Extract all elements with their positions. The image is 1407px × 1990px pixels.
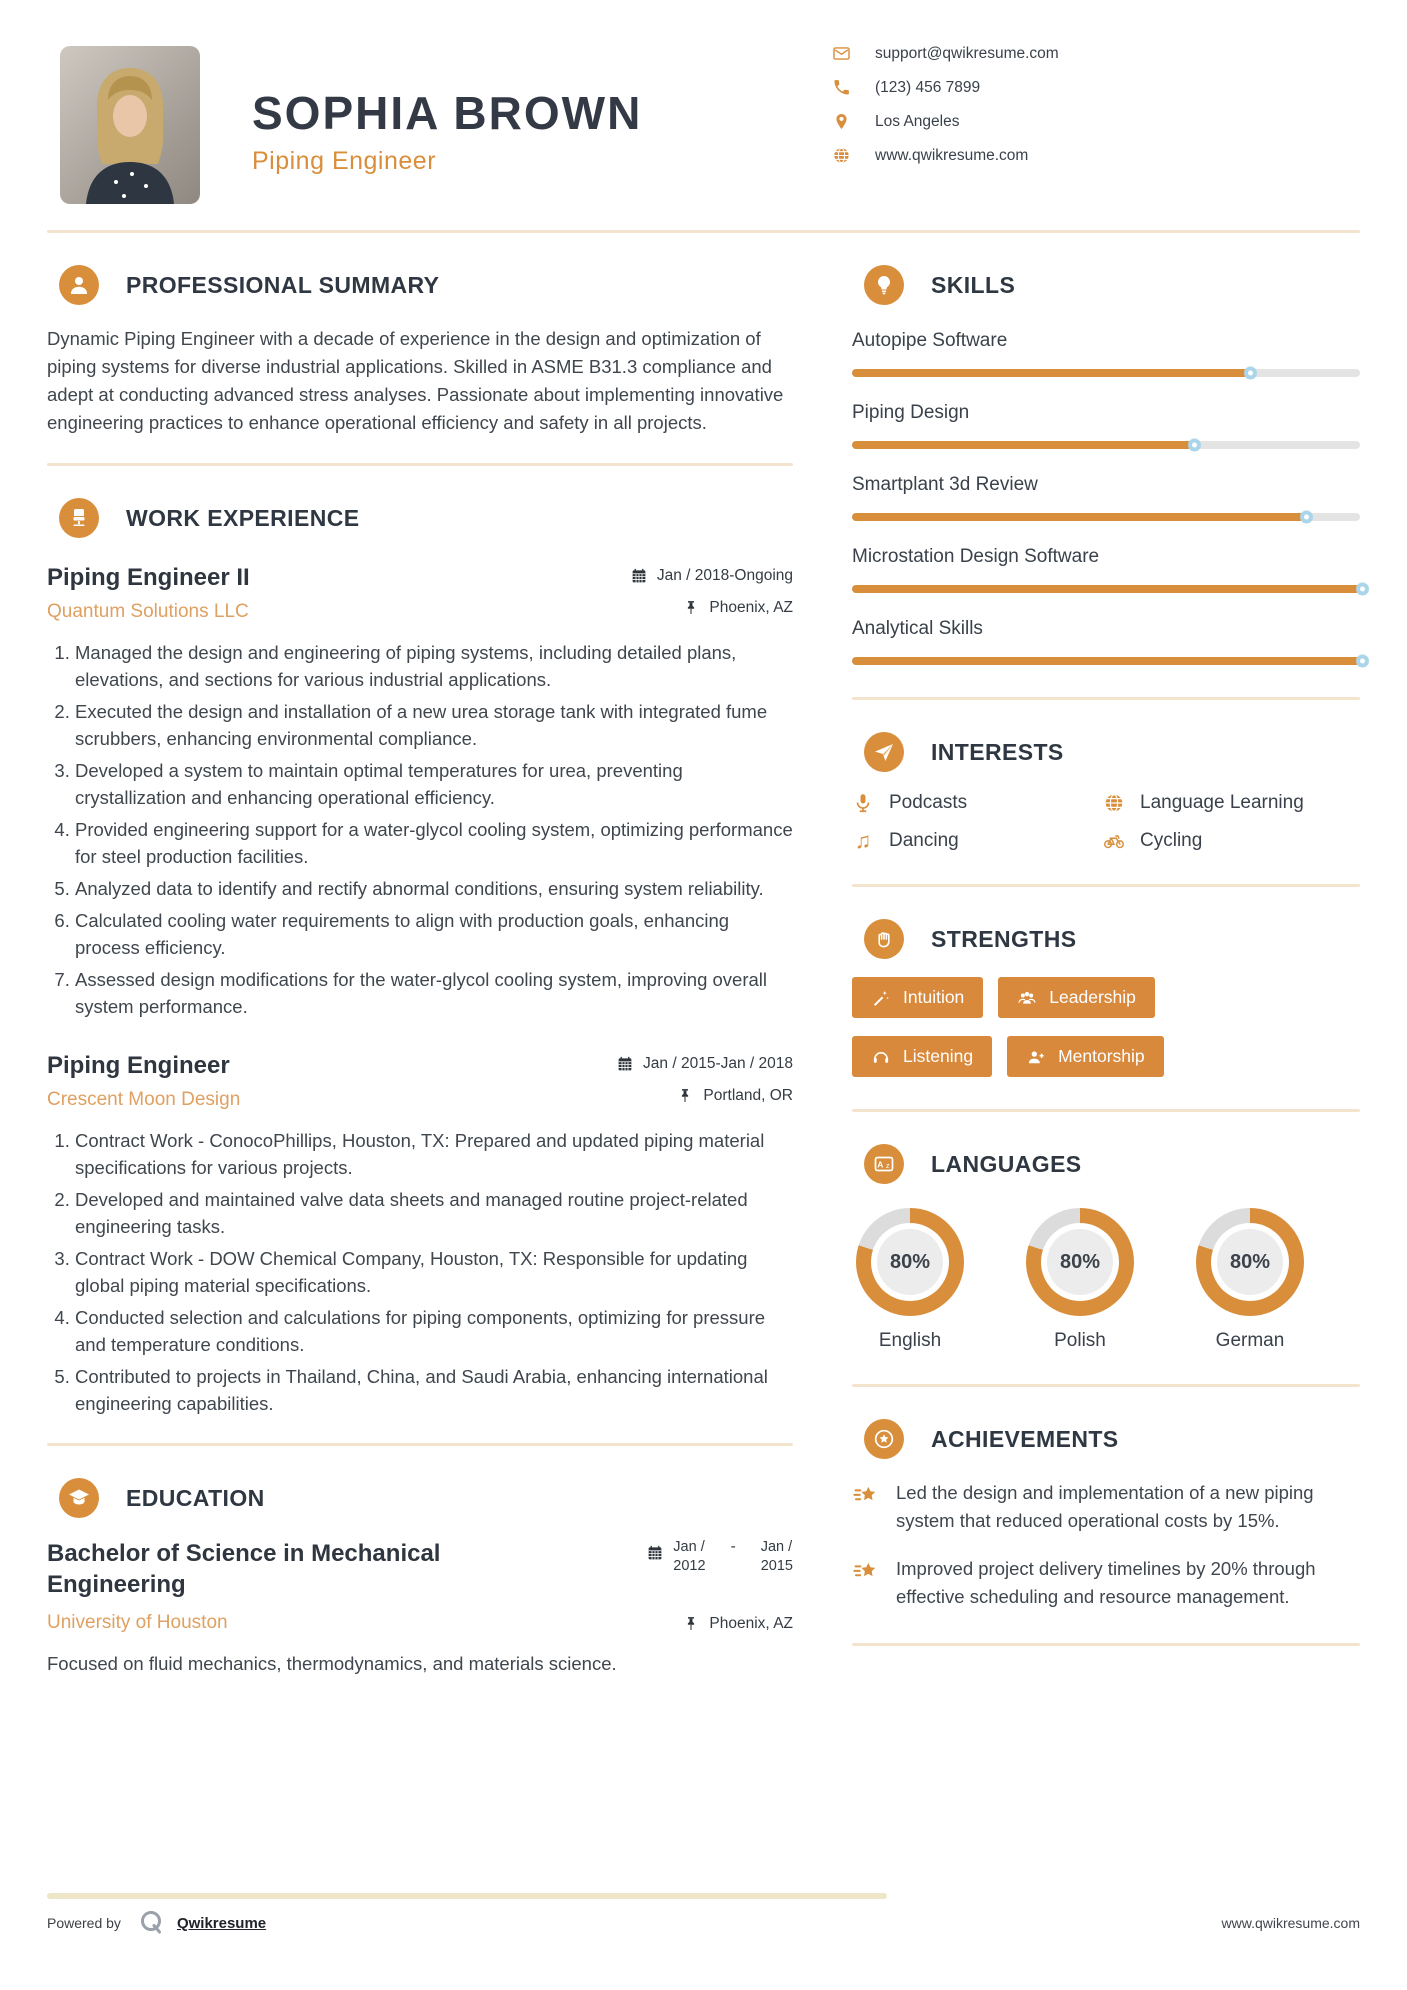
skill-item (852, 474, 1360, 521)
office-chair-icon (59, 498, 99, 538)
section-title-summary: PROFESSIONAL SUMMARY (126, 271, 440, 298)
skill-slider-fill (852, 513, 1304, 521)
contact-website-text: www.qwikresume.com (875, 146, 1029, 164)
email-icon (832, 44, 851, 63)
language-donut (1196, 1208, 1304, 1316)
interest-label: Language Learning (1140, 792, 1304, 813)
list-item: 1. Managed the design and engineering of piping systems, including detailed plans, elevations, and sections for various industrial applications. (75, 639, 793, 693)
strength-label: Intuition (903, 987, 965, 1007)
summary-text: Dynamic Piping Engineer with a decade of experience in the design and optimization of piping systems for diverse industrial applications. Skilled in ASME B31.3 compliance and adept at conducting advanced stress analyses. Passionate about implementing innovative engineering practices to enhance operational efficiency and safety in all projects. (47, 328, 784, 433)
phone-icon (832, 78, 851, 97)
language-item (856, 1208, 964, 1352)
strength-chip (998, 977, 1155, 1018)
content (0, 233, 1407, 1678)
skill-slider (852, 513, 1360, 521)
company-name: Crescent Moon Design (47, 1089, 241, 1110)
skill-slider (852, 441, 1360, 449)
language-donut (856, 1208, 964, 1316)
svg-text:A: A (877, 1159, 884, 1170)
skill-slider-handle[interactable] (1244, 367, 1257, 380)
section-title-work: WORK EXPERIENCE (126, 504, 360, 531)
qwikresume-logo-icon (137, 1908, 167, 1938)
list-item: 2. Developed and maintained valve data sheets and managed routine project-related engineering tasks. (75, 1186, 793, 1240)
contact-location (832, 112, 1059, 131)
education-date-separator: - (730, 1538, 736, 1555)
strength-chip (1007, 1036, 1164, 1077)
interest-item (1103, 792, 1360, 814)
list-item: 4. Provided engineering support for a water-glycol cooling system, optimizing performance for steel production facilities. (75, 816, 793, 870)
skill-item (852, 546, 1360, 593)
degree-title: Bachelor of Science in Mechanical Engineering (47, 1540, 441, 1598)
skill-slider-handle[interactable] (1356, 583, 1369, 596)
skill-slider-fill (852, 657, 1360, 665)
skill-slider (852, 657, 1360, 665)
qwikresume-link[interactable]: Qwikresume (176, 1914, 267, 1932)
pushpin-icon (676, 1087, 694, 1105)
calendar-icon (646, 1544, 664, 1562)
footer-divider (47, 1893, 887, 1899)
fist-icon (864, 919, 904, 959)
interests-grid (852, 792, 1360, 852)
company-name: Quantum Solutions LLC (47, 601, 249, 622)
footer (47, 1893, 1360, 1938)
skill-item (852, 330, 1360, 377)
skills-section-header (864, 265, 1360, 305)
contact-email-text: support@qwikresume.com (875, 44, 1059, 62)
section-interests (852, 700, 1360, 887)
job-date (630, 567, 793, 585)
section-achievements (852, 1387, 1360, 1646)
interest-item (1103, 830, 1360, 852)
section-education (47, 1446, 793, 1678)
work-section-header (59, 498, 793, 538)
microphone-icon (852, 792, 874, 814)
location-pin-icon (832, 112, 851, 131)
right-column (852, 233, 1360, 1646)
skill-slider-handle[interactable] (1356, 655, 1369, 668)
language-percent: 80% (889, 1250, 931, 1273)
job-date (616, 1055, 793, 1073)
strength-label: Leadership (1049, 987, 1136, 1007)
interest-label: Podcasts (889, 792, 968, 813)
job-location (682, 599, 793, 617)
contact-location-text: Los Angeles (875, 112, 960, 130)
shooting-star-icon (852, 1558, 880, 1586)
education-section-header (59, 1478, 793, 1518)
achievement-text: Led the design and implementation of a new piping system that reduced operational costs by 15%. (896, 1482, 1314, 1531)
bicycle-icon (1103, 830, 1125, 852)
list-item: 5. Analyzed data to identify and rectify abnormal conditions, ensuring system reliability. (75, 875, 793, 902)
language-item (1196, 1208, 1304, 1352)
person-name: SOPHIA BROWN (252, 87, 643, 139)
job-title-text: Piping Engineer II (47, 564, 250, 591)
language-percent: 80% (1059, 1250, 1101, 1273)
language-label: English (878, 1330, 942, 1351)
achievement-item (852, 1555, 1360, 1611)
strengths-row-2 (852, 1036, 1360, 1077)
calendar-icon (630, 567, 648, 585)
list-item: 3. Developed a system to maintain optimal temperatures for urea, preventing crystallization and enhancing operational efficiency. (75, 757, 793, 811)
user-plus-icon (1026, 1047, 1046, 1067)
education-location (682, 1614, 793, 1634)
strength-label: Mentorship (1058, 1046, 1145, 1066)
section-professional-summary (47, 233, 793, 466)
magic-wand-icon (871, 988, 891, 1008)
profile-photo-placeholder (60, 46, 200, 204)
header (0, 0, 1407, 204)
music-note-icon: ♫ (854, 828, 872, 853)
name-block (252, 88, 642, 204)
list-item: 1. Contract Work - ConocoPhillips, Houston, TX: Prepared and updated piping material specifications for various projects. (75, 1127, 793, 1181)
section-title-achievements: ACHIEVEMENTS (931, 1425, 1119, 1452)
interest-label: Dancing (889, 830, 959, 851)
headphones-icon (871, 1047, 891, 1067)
achievement-text: Improved project delivery timelines by 20% through effective scheduling and resource management. (896, 1558, 1316, 1607)
interests-section-header (864, 732, 1360, 772)
education-description: Focused on fluid mechanics, thermodynamics, and materials science. (47, 1653, 617, 1674)
section-title-interests: INTERESTS (931, 738, 1064, 765)
skill-slider-fill (852, 441, 1192, 449)
job-bullet-list (47, 1127, 793, 1417)
skill-item (852, 618, 1360, 665)
job-date-text: Jan / 2018-Ongoing (656, 567, 793, 584)
calendar-icon (616, 1055, 634, 1073)
skill-label: Microstation Design Software (852, 546, 1100, 567)
svg-text:z: z (885, 1161, 890, 1171)
achievements-section-header (864, 1419, 1360, 1459)
shooting-star-icon (852, 1482, 880, 1510)
translate-icon (864, 1144, 904, 1184)
interest-item (852, 792, 1103, 814)
job-date-text: Jan / 2015-Jan / 2018 (643, 1055, 793, 1072)
job-location (676, 1087, 793, 1105)
contact-phone-text: (123) 456 7899 (875, 78, 981, 96)
section-title-education: EDUCATION (126, 1484, 265, 1511)
job-entry-1 (47, 564, 793, 1020)
list-item: 7. Assessed design modifications for the water-glycol cooling system, improving overall system performance. (75, 966, 793, 1020)
skill-slider (852, 585, 1360, 593)
interest-label: Cycling (1140, 830, 1203, 851)
section-title-languages: LANGUAGES (931, 1150, 1082, 1177)
section-title-strengths: STRENGTHS (931, 925, 1077, 952)
section-divider (852, 1643, 1360, 1646)
list-item: 3. Contract Work - DOW Chemical Company, Houston, TX: Responsible for updating global piping material specifications. (75, 1245, 793, 1299)
skill-slider (852, 369, 1360, 377)
globe-icon (832, 146, 851, 165)
language-item (1026, 1208, 1134, 1352)
globe-icon (1103, 792, 1125, 814)
school-name: University of Houston (47, 1612, 228, 1633)
strength-chip (852, 977, 983, 1018)
job-entry-2 (47, 1052, 793, 1417)
list-item: 5. Contributed to projects in Thailand, China, and Saudi Arabia, enhancing international engineering capabilities. (75, 1363, 793, 1417)
education-date-end: Jan / 2015 (760, 1539, 793, 1574)
skill-slider-fill (852, 585, 1360, 593)
education-date-start: Jan / 2012 (673, 1539, 706, 1574)
skill-slider-handle[interactable] (1300, 511, 1313, 524)
list-item: 2. Executed the design and installation of a new urea storage tank with integrated fume scrubbers, enhancing environmental compliance. (75, 698, 793, 752)
skill-slider-handle[interactable] (1188, 439, 1201, 452)
job-location-text: Phoenix, AZ (709, 599, 793, 616)
footer-website: www.qwikresume.com (1221, 1915, 1360, 1931)
lightbulb-icon (864, 265, 904, 305)
contact-website (832, 146, 1059, 165)
paper-plane-icon (864, 732, 904, 772)
powered-by-text: Powered by (47, 1915, 121, 1931)
contact-phone (832, 78, 1059, 97)
pushpin-icon (682, 1615, 700, 1633)
interest-item (852, 830, 1103, 852)
person-icon (59, 265, 99, 305)
language-percent: 80% (1229, 1250, 1271, 1273)
users-icon (1017, 988, 1037, 1008)
contact-email (832, 44, 1059, 63)
skill-label: Analytical Skills (852, 618, 983, 639)
education-entry (47, 1538, 793, 1678)
strengths-row-1 (852, 977, 1360, 1018)
strengths-section-header (864, 919, 1360, 959)
section-strengths (852, 887, 1360, 1112)
language-donut (1026, 1208, 1134, 1316)
skill-label: Autopipe Software (852, 330, 1008, 351)
list-item: 4. Conducted selection and calculations for piping components, optimizing for pressure and temperature conditions. (75, 1304, 793, 1358)
job-location-text: Portland, OR (703, 1087, 793, 1104)
skill-slider-fill (852, 369, 1248, 377)
language-label: Polish (1054, 1330, 1106, 1351)
list-item: 6. Calculated cooling water requirements to align with production goals, enhancing process efficiency. (75, 907, 793, 961)
section-languages (852, 1112, 1360, 1387)
graduation-cap-icon (59, 1478, 99, 1518)
profile-photo (60, 46, 200, 204)
skill-label: Piping Design (852, 402, 970, 423)
languages-row (856, 1208, 1360, 1352)
achievement-item (852, 1479, 1360, 1535)
skill-label: Smartplant 3d Review (852, 474, 1038, 495)
section-work-experience (47, 466, 793, 1446)
person-job-title: Piping Engineer (252, 146, 437, 175)
left-column (47, 233, 793, 1678)
strength-chip (852, 1036, 992, 1077)
section-title-skills: SKILLS (931, 271, 1016, 298)
language-label: German (1215, 1330, 1285, 1351)
medal-star-icon (864, 1419, 904, 1459)
education-location-text: Phoenix, AZ (709, 1615, 793, 1632)
education-date (646, 1538, 793, 1600)
pushpin-icon (682, 599, 700, 617)
languages-section-header (864, 1144, 1360, 1184)
job-title-text: Piping Engineer (47, 1052, 230, 1079)
job-bullet-list (47, 639, 793, 1020)
contact-list (832, 44, 1059, 180)
strength-label: Listening (903, 1046, 974, 1066)
section-skills (852, 233, 1360, 700)
skill-item (852, 402, 1360, 449)
summary-section-header (59, 265, 793, 305)
